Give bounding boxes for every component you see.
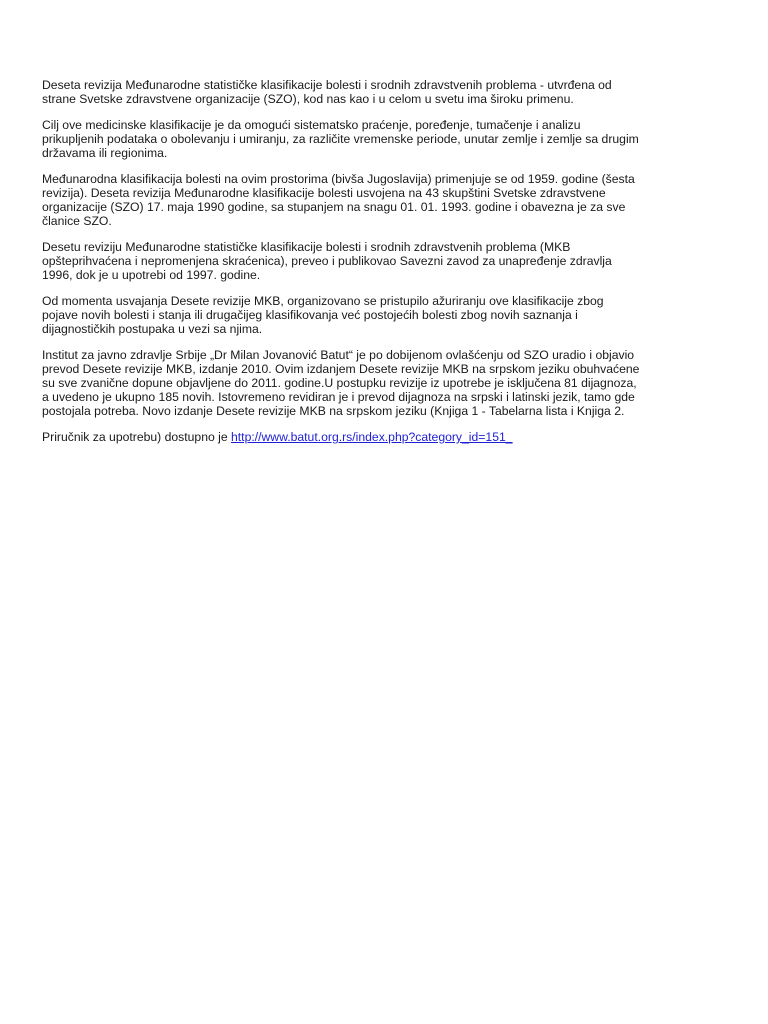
paragraph-purpose: Cilj ove medicinske klasifikacije je da omogući sistematsko praćenje, poređenje, tumačenje i analizu prikupljenih podataka o obolevanju i umiranju, za različite vremenske periode, unutar zemlje i zemlje sa drugim državama ili regionima. — [42, 118, 639, 160]
paragraph-institute: Institut za javno zdravlje Srbije „Dr Milan Jovanović Batut“ je po dobijenom ovlašćenju od SZO uradio i objavio prevod Desete revizije MKB, izdanje 2010. Ovim izdanjem Desete revizije MKB na srpskom jeziku obuhvaćene su sve zvanične dopune objavljene do 2011. godine.U postupku revizije iz upotrebe je isključena 81 dijagnoza, a uvedeno je ukupno 185 novih. Istovremeno revidiran je i prevod dijagnoza na srpski i latinski jezik, tamo gde postojala potreba. Novo izdanje Desete revizije MKB na srpskom jeziku (Knjiga 1 - Tabelarna lista i Knjiga 2. — [42, 348, 640, 418]
document-body — [42, 78, 642, 456]
paragraph-history: Međunarodna klasifikacija bolesti na ovim prostorima (bivša Jugoslavija) primenjuje se od 1959. godine (šesta revizija). Deseta revizija Međunarodne klasifikacije bolesti usvojena na 43 skupštini Svetske zdravstvene organizacije (SZO) 17. maja 1990 godine, sa stupanjem na snagu 01. 01. 1993. godine i obavezna je za sve članice SZO. — [42, 172, 635, 228]
paragraph-intro: Deseta revizija Međunarodne statističke klasifikacije bolesti i srodnih zdravstvenih problema - utvrđena od strane Svetske zdravstvene organizacije (SZO), kod nas kao i u celom u svetu ima široku primenu. — [42, 78, 612, 106]
paragraph-translation: Desetu reviziju Međunarodne statističke klasifikacije bolesti i srodnih zdravstvenih problema (MKB opšteprihvaćena i nepromenjena skraćenica), preveo i publikovao Savezni zavod za unapređenje zdravlja 1996, dok je u upotrebi od 1997. godine. — [42, 240, 612, 282]
paragraph-updates: Od momenta usvajanja Desete revizije MKB, organizovano se pristupilo ažuriranju ove klasifikacije zbog pojave novih bolesti i stanja ili drugačijeg klasifikovanja već postojećih bolesti zbog novih saznanja i dijagnostičkih postupaka u vezi sa njima. — [42, 294, 604, 336]
closing-text: Priručnik za upotrebu) dostupno je — [42, 430, 232, 444]
batut-link[interactable]: http://www.batut.org.rs/index.php?category_id=151_ — [231, 430, 513, 444]
paragraph-availability — [42, 430, 642, 444]
